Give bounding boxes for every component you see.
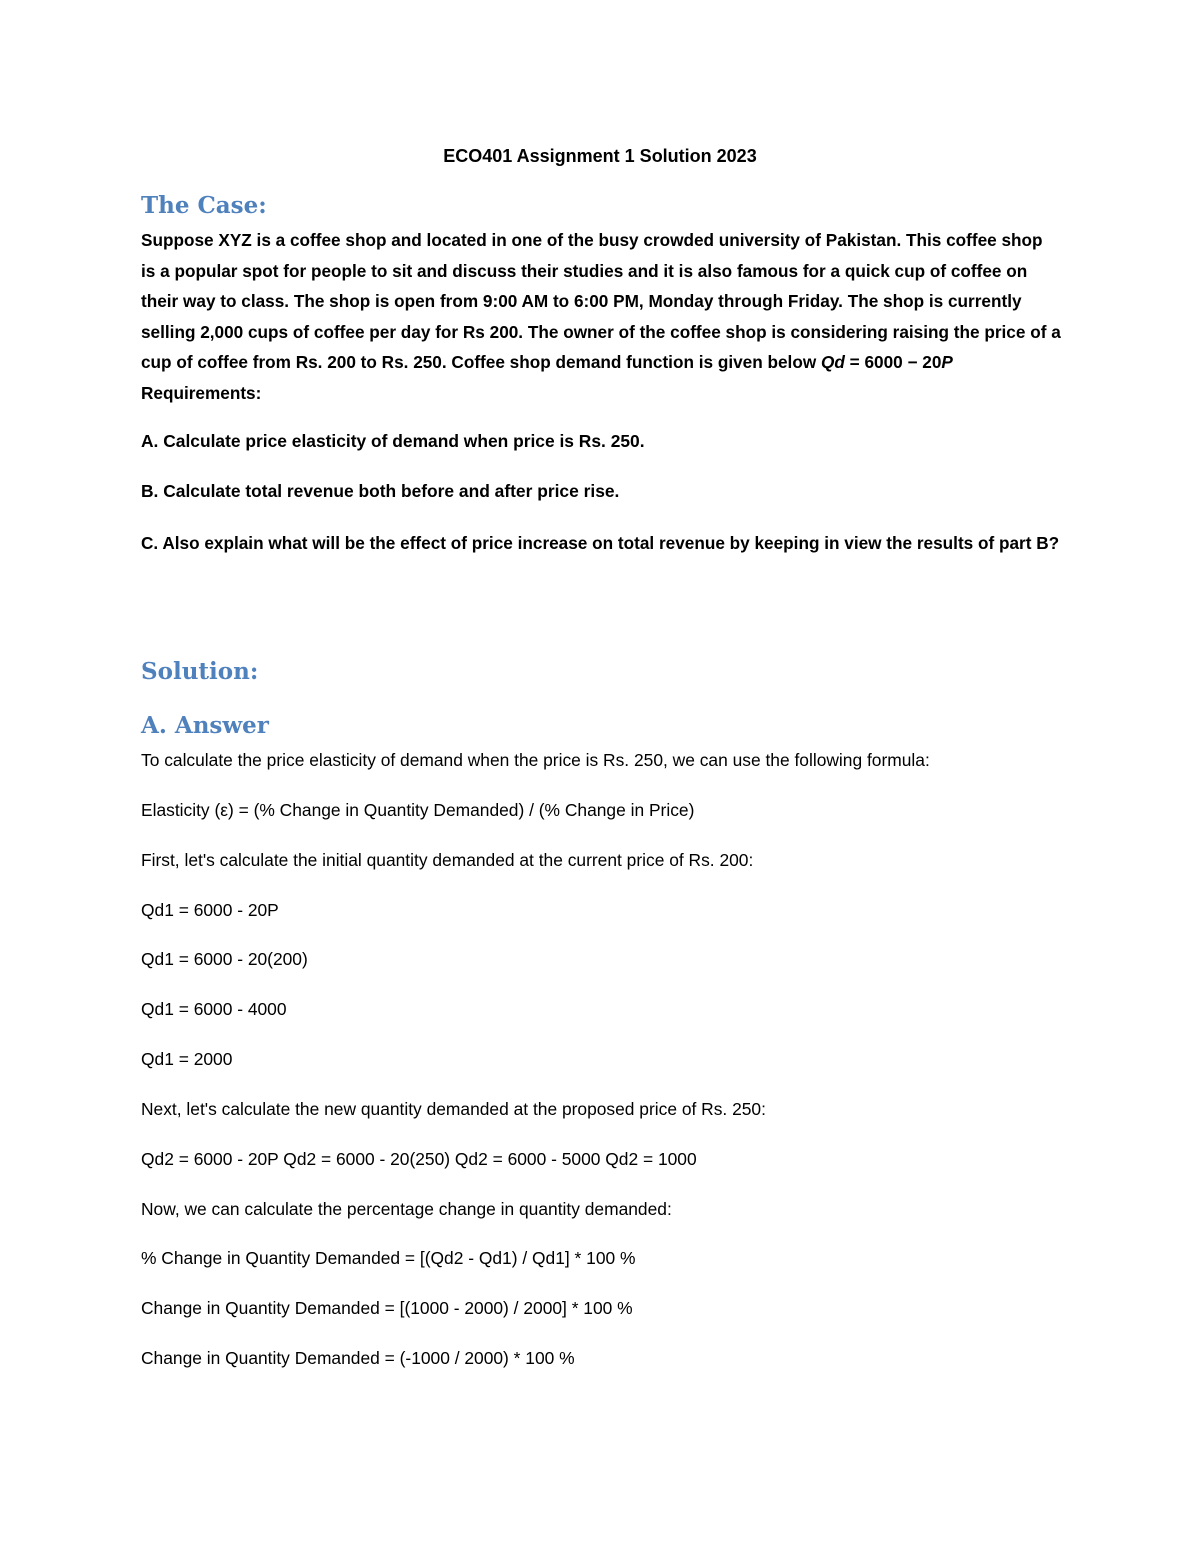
case-heading: The Case: bbox=[141, 192, 267, 219]
case-paragraph bbox=[141, 225, 1061, 408]
requirement-b: B. Calculate total revenue both before and after price rise. bbox=[141, 481, 620, 501]
demand-function-mid: = 6000 − 20 bbox=[844, 352, 942, 372]
answer-line: To calculate the price elasticity of demand when the price is Rs. 250, we can use the following formula: bbox=[141, 750, 930, 770]
demand-function-qd: Qd bbox=[820, 352, 845, 372]
answer-line: First, let's calculate the initial quantity demanded at the current price of Rs. 200: bbox=[141, 850, 754, 870]
answer-line: Qd1 = 2000 bbox=[141, 1049, 233, 1069]
answer-line: Change in Quantity Demanded = [(1000 - 2000) / 2000] * 100 % bbox=[141, 1298, 633, 1318]
answer-line: Qd1 = 6000 - 20(200) bbox=[141, 949, 308, 969]
answer-line: Qd1 = 6000 - 20P bbox=[141, 900, 279, 920]
answer-heading: A. Answer bbox=[141, 712, 269, 739]
answer-line: Change in Quantity Demanded = (-1000 / 2000) * 100 % bbox=[141, 1348, 575, 1368]
answer-line: Next, let's calculate the new quantity demanded at the proposed price of Rs. 250: bbox=[141, 1099, 766, 1119]
case-text: Suppose XYZ is a coffee shop and located in one of the busy crowded university of Pakistan. This coffee shop is a popular spot for people to sit and discuss their studies and it is also famous for a quick cup of coffee on their way to class. The shop is open from 9:00 AM to 6:00 PM, Monday through Friday. The shop is currently selling 2,000 cups of coffee per day for Rs 200. The owner of the coffee shop is considering raising the price of a cup of coffee from Rs. 200 to Rs. 250. Coffee shop demand function is given below bbox=[141, 230, 1061, 372]
answer-line: Qd2 = 6000 - 20P Qd2 = 6000 - 20(250) Qd2 = 6000 - 5000 Qd2 = 1000 bbox=[141, 1149, 697, 1169]
document-title: ECO401 Assignment 1 Solution 2023 bbox=[443, 146, 757, 166]
demand-function-p: P bbox=[941, 352, 953, 372]
requirement-c: C. Also explain what will be the effect of price increase on total revenue by keeping in view the results of part B? bbox=[141, 533, 1060, 553]
answer-line: % Change in Quantity Demanded = [(Qd2 - Qd1) / Qd1] * 100 % bbox=[141, 1248, 636, 1268]
answer-line: Elasticity (ε) = (% Change in Quantity Demanded) / (% Change in Price) bbox=[141, 800, 695, 820]
requirement-a: A. Calculate price elasticity of demand when price is Rs. 250. bbox=[141, 431, 645, 451]
answer-line: Now, we can calculate the percentage change in quantity demanded: bbox=[141, 1199, 672, 1219]
case-text-requirements: Requirements: bbox=[141, 382, 262, 403]
answer-line: Qd1 = 6000 - 4000 bbox=[141, 999, 287, 1019]
solution-heading: Solution: bbox=[141, 658, 259, 685]
